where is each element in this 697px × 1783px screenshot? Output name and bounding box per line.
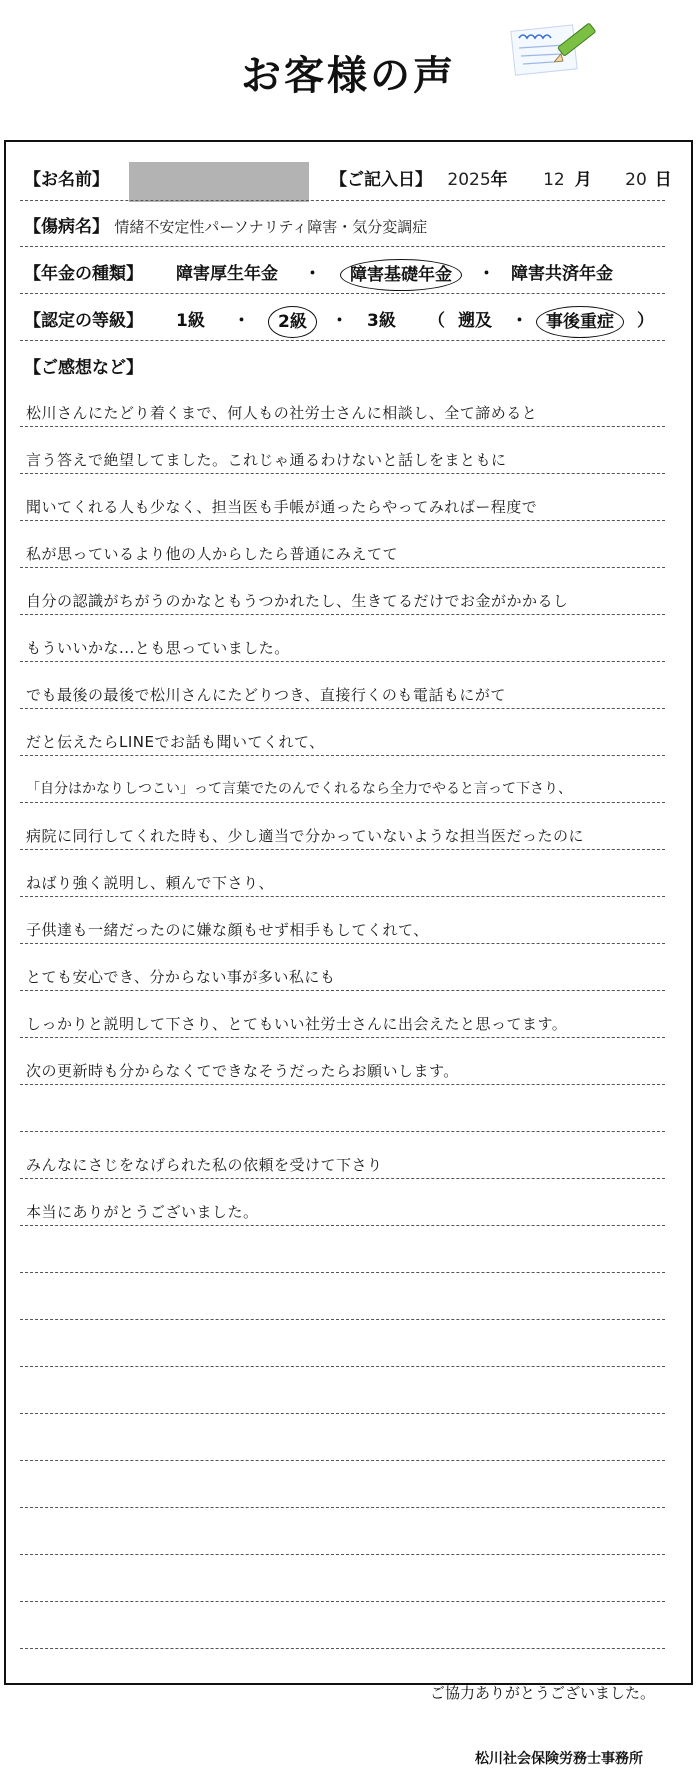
ruled-line xyxy=(20,1648,665,1649)
comments-label: 【ご感想など】 xyxy=(24,358,143,378)
ruled-line xyxy=(20,802,665,803)
date-label: 【ご記入日】 xyxy=(330,170,432,190)
ruled-line xyxy=(20,1178,665,1179)
comment-line: 「自分はかなりしつこい」って言葉でたのんでくれるなら全力でやると言って下さり、 xyxy=(26,781,572,797)
comment-line: ねばり強く説明し、頼んで下さり、 xyxy=(26,874,275,892)
grade-option-2: 2級 xyxy=(268,306,317,338)
ruled-line xyxy=(20,1037,665,1038)
pension-option-kyosai: 障害共済年金 xyxy=(511,264,613,284)
ruled-line xyxy=(20,849,665,850)
comment-line: 本当にありがとうございました。 xyxy=(26,1203,259,1221)
date-year: 2025 xyxy=(447,170,491,190)
office-name: 松川社会保険労務士事務所 xyxy=(475,1751,643,1767)
ruled-line xyxy=(20,755,665,756)
ruled-line xyxy=(20,293,665,294)
ruled-line xyxy=(20,1413,665,1414)
ruled-line xyxy=(20,661,665,662)
ruled-line xyxy=(20,200,665,201)
pension-row xyxy=(24,259,664,289)
year-unit: 年 xyxy=(490,170,508,190)
pension-label: 【年金の種類】 xyxy=(24,264,143,284)
disease-value: 情緒不安定性パーソナリティ障害・気分変調症 xyxy=(114,218,428,236)
comment-line: しっかりと説明して下さり、とてもいい社労士さんに出会えたと思ってます。 xyxy=(26,1015,568,1033)
ruled-line xyxy=(20,1272,665,1273)
dot-separator: ・ xyxy=(304,264,321,284)
ruled-line xyxy=(20,1319,665,1320)
date-day: 20 xyxy=(625,170,647,190)
ruled-line xyxy=(20,1366,665,1367)
dot-separator: ・ xyxy=(233,311,250,331)
grade-option-3: 3級 xyxy=(367,311,396,331)
ruled-line xyxy=(20,1601,665,1602)
dot-separator: ・ xyxy=(331,311,348,331)
disease-label: 【傷病名】 xyxy=(24,217,109,237)
comment-line: 聞いてくれる人も少なく、担当医も手帳が通ったらやってみればー程度で xyxy=(26,498,538,516)
ruled-line xyxy=(20,473,665,474)
ruled-line xyxy=(20,990,665,991)
comment-line: 病院に同行してくれた時も、少し適当で分かっていないような担当医だったのに xyxy=(26,827,585,845)
ruled-line xyxy=(20,614,665,615)
comments-row xyxy=(24,353,143,383)
month-unit: 月 xyxy=(574,170,592,190)
date-row xyxy=(330,165,672,195)
comment-line: 自分の認識がちがうのかなともうつかれたし、生きてるだけでお金がかかるし xyxy=(26,592,569,610)
ruled-line xyxy=(20,1131,665,1132)
paren-close: ） xyxy=(637,311,654,331)
ruled-line xyxy=(20,340,665,341)
comment-line: だと伝えたらLINEでお話も聞いてくれて、 xyxy=(26,733,325,751)
redacted-name xyxy=(129,162,309,202)
ruled-line xyxy=(20,567,665,568)
comment-line: でも最後の最後で松川さんにたどりつき、直接行くのも電話もにがて xyxy=(26,686,506,704)
paren-open: （ xyxy=(428,311,445,331)
ruled-line xyxy=(20,426,665,427)
day-unit: 日 xyxy=(654,170,672,190)
ruled-line xyxy=(20,1225,665,1226)
dot-separator: ・ xyxy=(511,311,528,331)
ruled-line xyxy=(20,896,665,897)
name-label: 【お名前】 xyxy=(24,170,109,190)
ruled-line xyxy=(20,708,665,709)
ruled-line xyxy=(20,1084,665,1085)
comment-line: 言う答えで絶望してました。これじゃ通るわけないと話しをまともに xyxy=(26,451,507,469)
dot-separator: ・ xyxy=(478,264,495,284)
ruled-line xyxy=(20,943,665,944)
page-title: お客様の声 xyxy=(241,53,456,99)
name-row xyxy=(24,165,109,195)
pension-option-kiso: 障害基礎年金 xyxy=(340,259,462,291)
claim-option-retro: 遡及 xyxy=(458,311,492,331)
comment-line: とても安心でき、分からない事が多い私にも xyxy=(26,968,336,986)
comment-line: もういいかな...とも思っていました。 xyxy=(26,639,290,657)
ruled-line xyxy=(20,1460,665,1461)
thanks-note: ご協力ありがとうございました。 xyxy=(430,1684,656,1702)
ruled-line xyxy=(20,520,665,521)
grade-row xyxy=(24,306,664,336)
comment-line: みんなにさじをなげられた私の依頼を受けて下さり xyxy=(26,1156,383,1174)
comment-line: 次の更新時も分からなくてできなそうだったらお願いします。 xyxy=(26,1062,459,1080)
comment-line: 私が思っているより他の人からしたら普通にみえてて xyxy=(26,545,399,563)
grade-option-1: 1級 xyxy=(176,311,205,331)
date-month: 12 xyxy=(543,170,565,190)
comment-line: 松川さんにたどり着くまで、何人もの社労士さんに相談し、全て諦めると xyxy=(26,404,538,422)
ruled-line xyxy=(20,1554,665,1555)
pension-option-kosei: 障害厚生年金 xyxy=(176,264,278,284)
grade-label: 【認定の等級】 xyxy=(24,311,143,331)
disease-row xyxy=(24,212,427,242)
comment-line: 子供達も一緒だったのに嫌な顔もせず相手もしてくれて、 xyxy=(26,921,429,939)
claim-option-post: 事後重症 xyxy=(536,306,624,338)
pencil-icon xyxy=(505,14,605,84)
ruled-line xyxy=(20,1507,665,1508)
ruled-line xyxy=(20,246,665,247)
